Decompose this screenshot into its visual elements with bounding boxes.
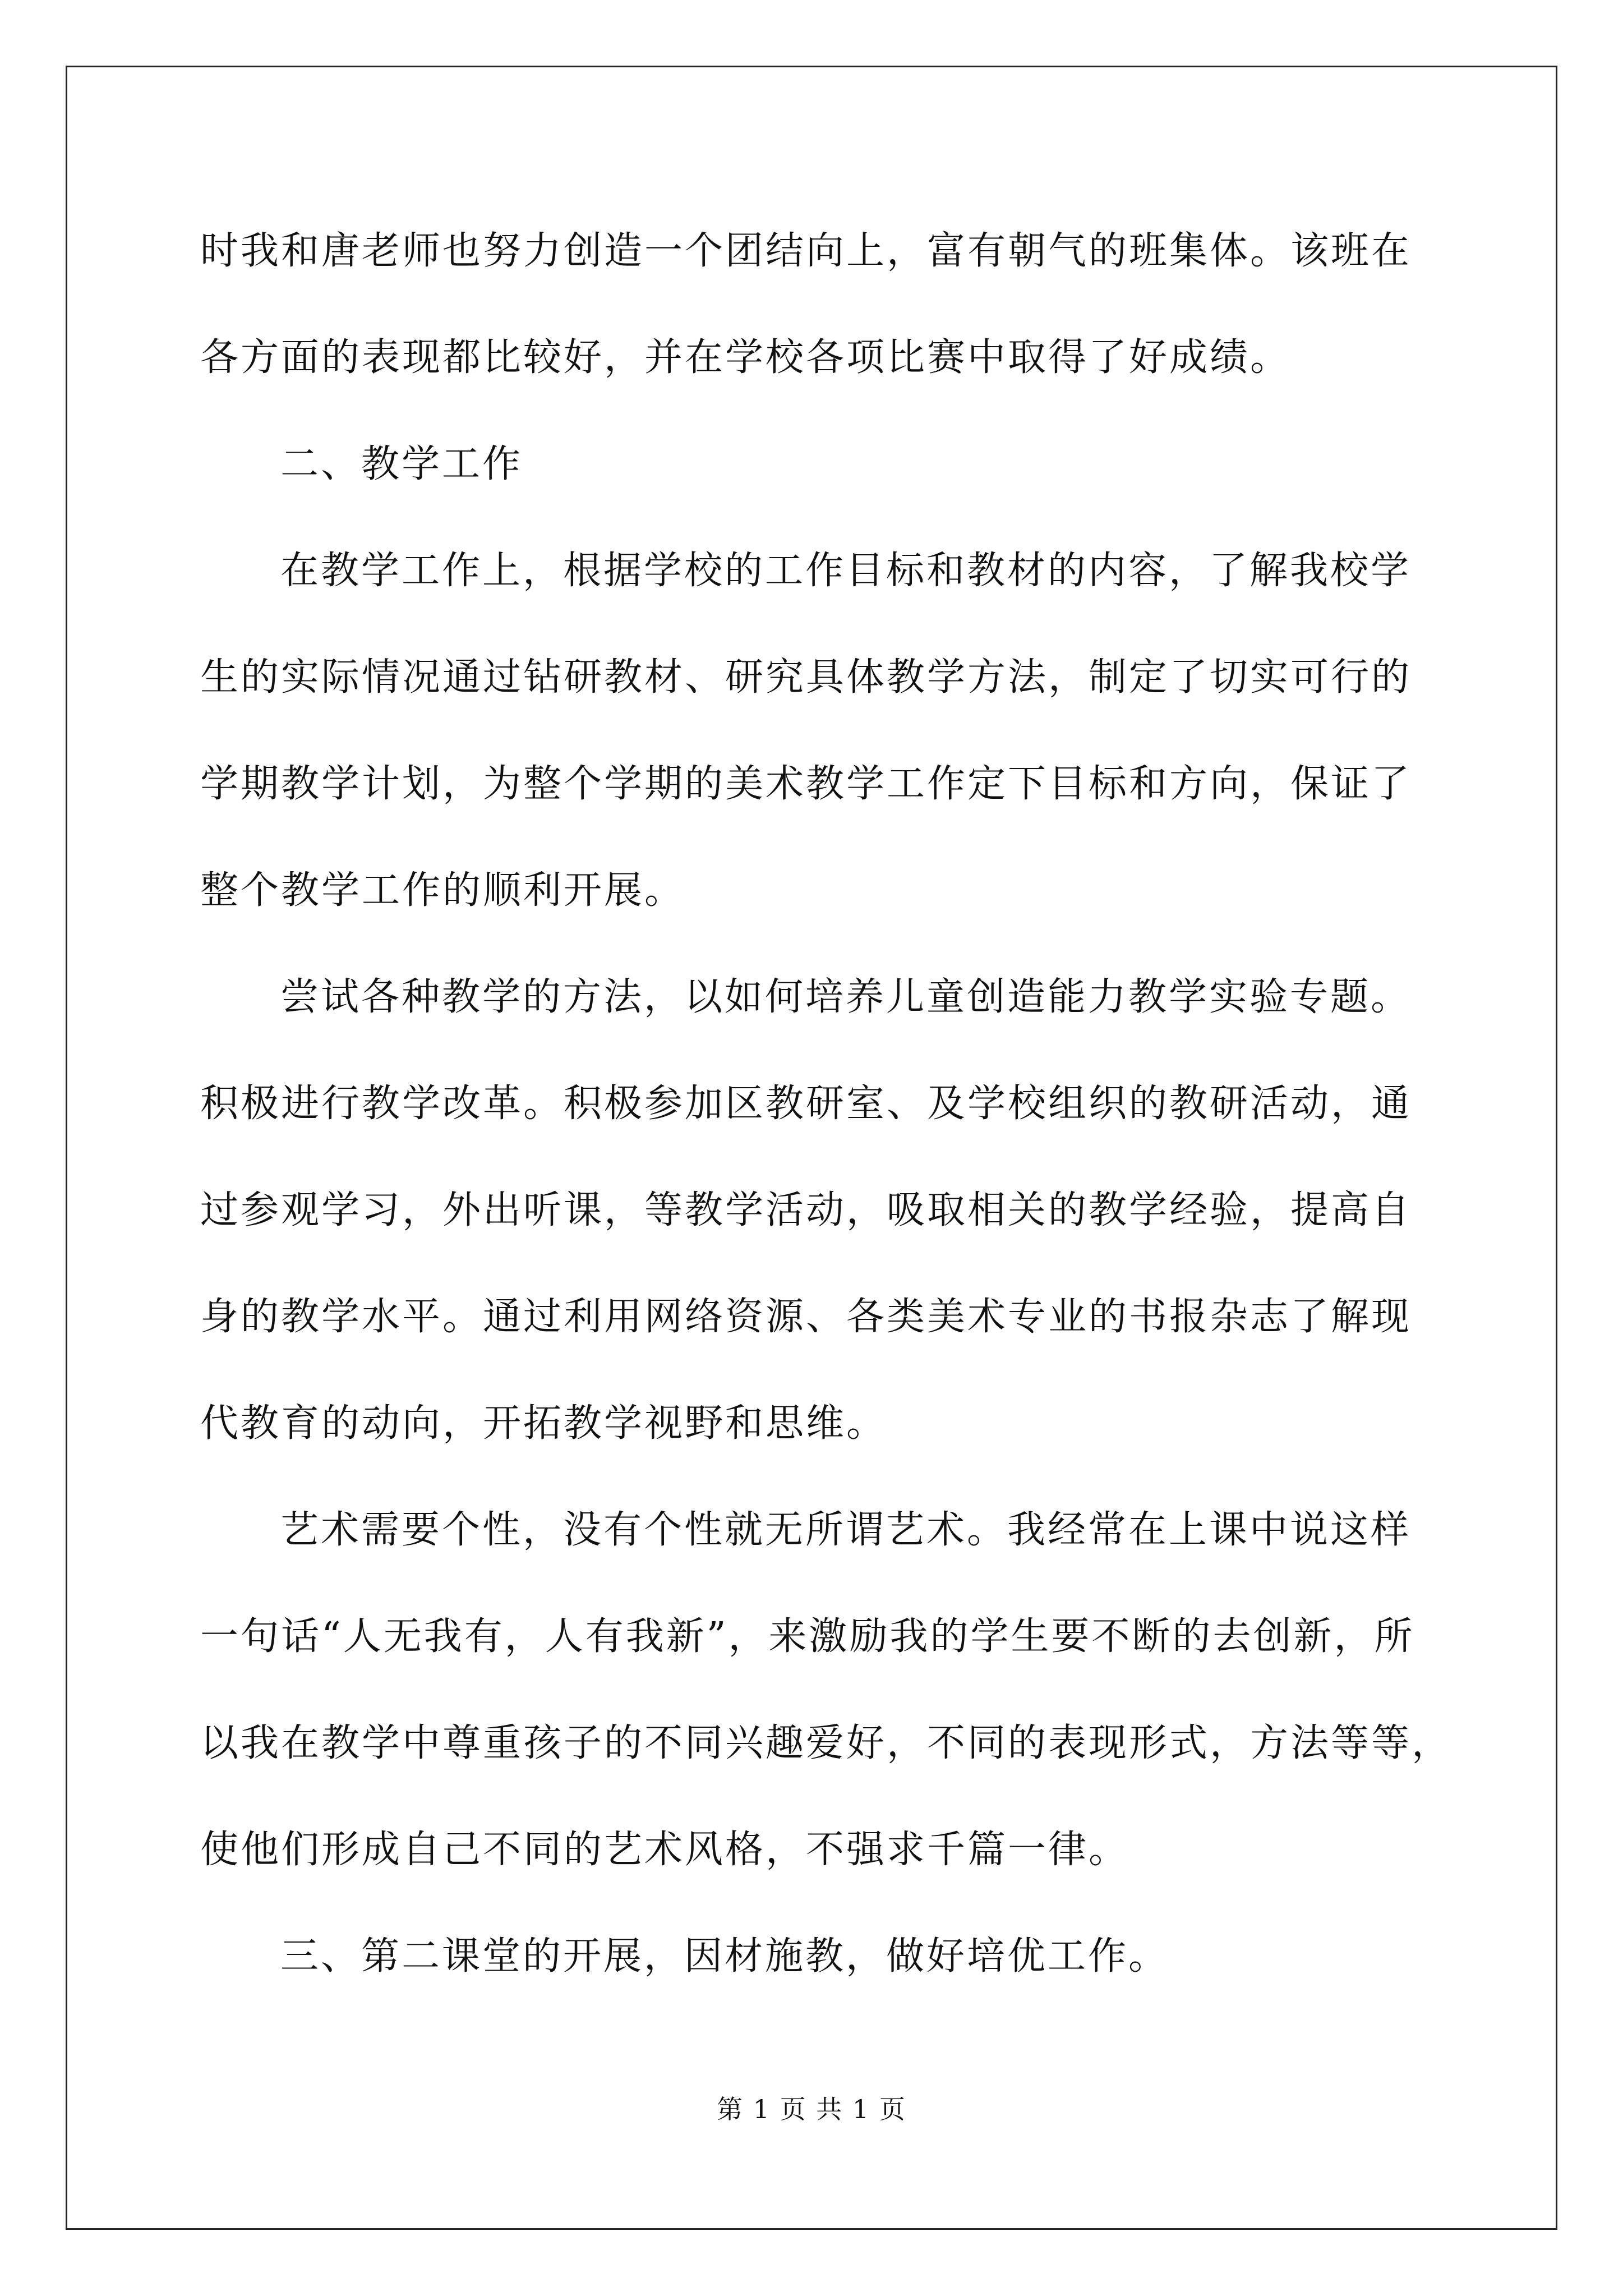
paragraph-line: 积极进行教学改革。积极参加区教研室、及学校组织的教研活动，通 [200,1082,1412,1126]
paragraph-line: 一句话“人无我有，人有我新”，来激励我的学生要不断的去创新，所 [200,1614,1415,1659]
paragraph-line: 时我和唐老师也努力创造一个团结向上，富有朝气的班集体。该班在 [200,229,1412,273]
paragraph-line: 过参观学习，外出听课，等教学活动，吸取相关的教学经验，提高自 [200,1188,1412,1232]
paragraph-line: 以我在教学中尊重孩子的不同兴趣爱好，不同的表现形式，方法等等， [200,1721,1453,1765]
paragraph-line: 尝试各种教学的方法，以如何培养儿童创造能力教学实验专题。 [280,975,1412,1019]
section-heading: 二、教学工作 [280,442,523,486]
paragraph-line: 身的教学水平。通过利用网络资源、各类美术专业的书报杂志了解现 [200,1295,1412,1339]
page-border [66,66,1557,2230]
page-number-footer: 第 1 页 共 1 页 [717,2094,906,2124]
paragraph-line: 使他们形成自己不同的艺术风格，不强求千篇一律。 [200,1828,1129,1872]
paragraph-line: 代教育的动向，开拓教学视野和思维。 [200,1401,887,1446]
paragraph-line: 艺术需要个性，没有个性就无所谓艺术。我经常在上课中说这样 [280,1508,1412,1552]
paragraph-line: 各方面的表现都比较好，并在学校各项比赛中取得了好成绩。 [200,335,1291,380]
section-heading: 三、第二课堂的开展，因材施教，做好培优工作。 [280,1934,1169,1978]
paragraph-line: 在教学工作上，根据学校的工作目标和教材的内容，了解我校学 [280,549,1412,593]
paragraph-line: 学期教学计划，为整个学期的美术教学工作定下目标和方向，保证了 [200,762,1412,806]
paragraph-line: 整个教学工作的顺利开展。 [200,868,685,913]
paragraph-line: 生的实际情况通过钻研教材、研究具体教学方法，制定了切实可行的 [200,655,1412,700]
